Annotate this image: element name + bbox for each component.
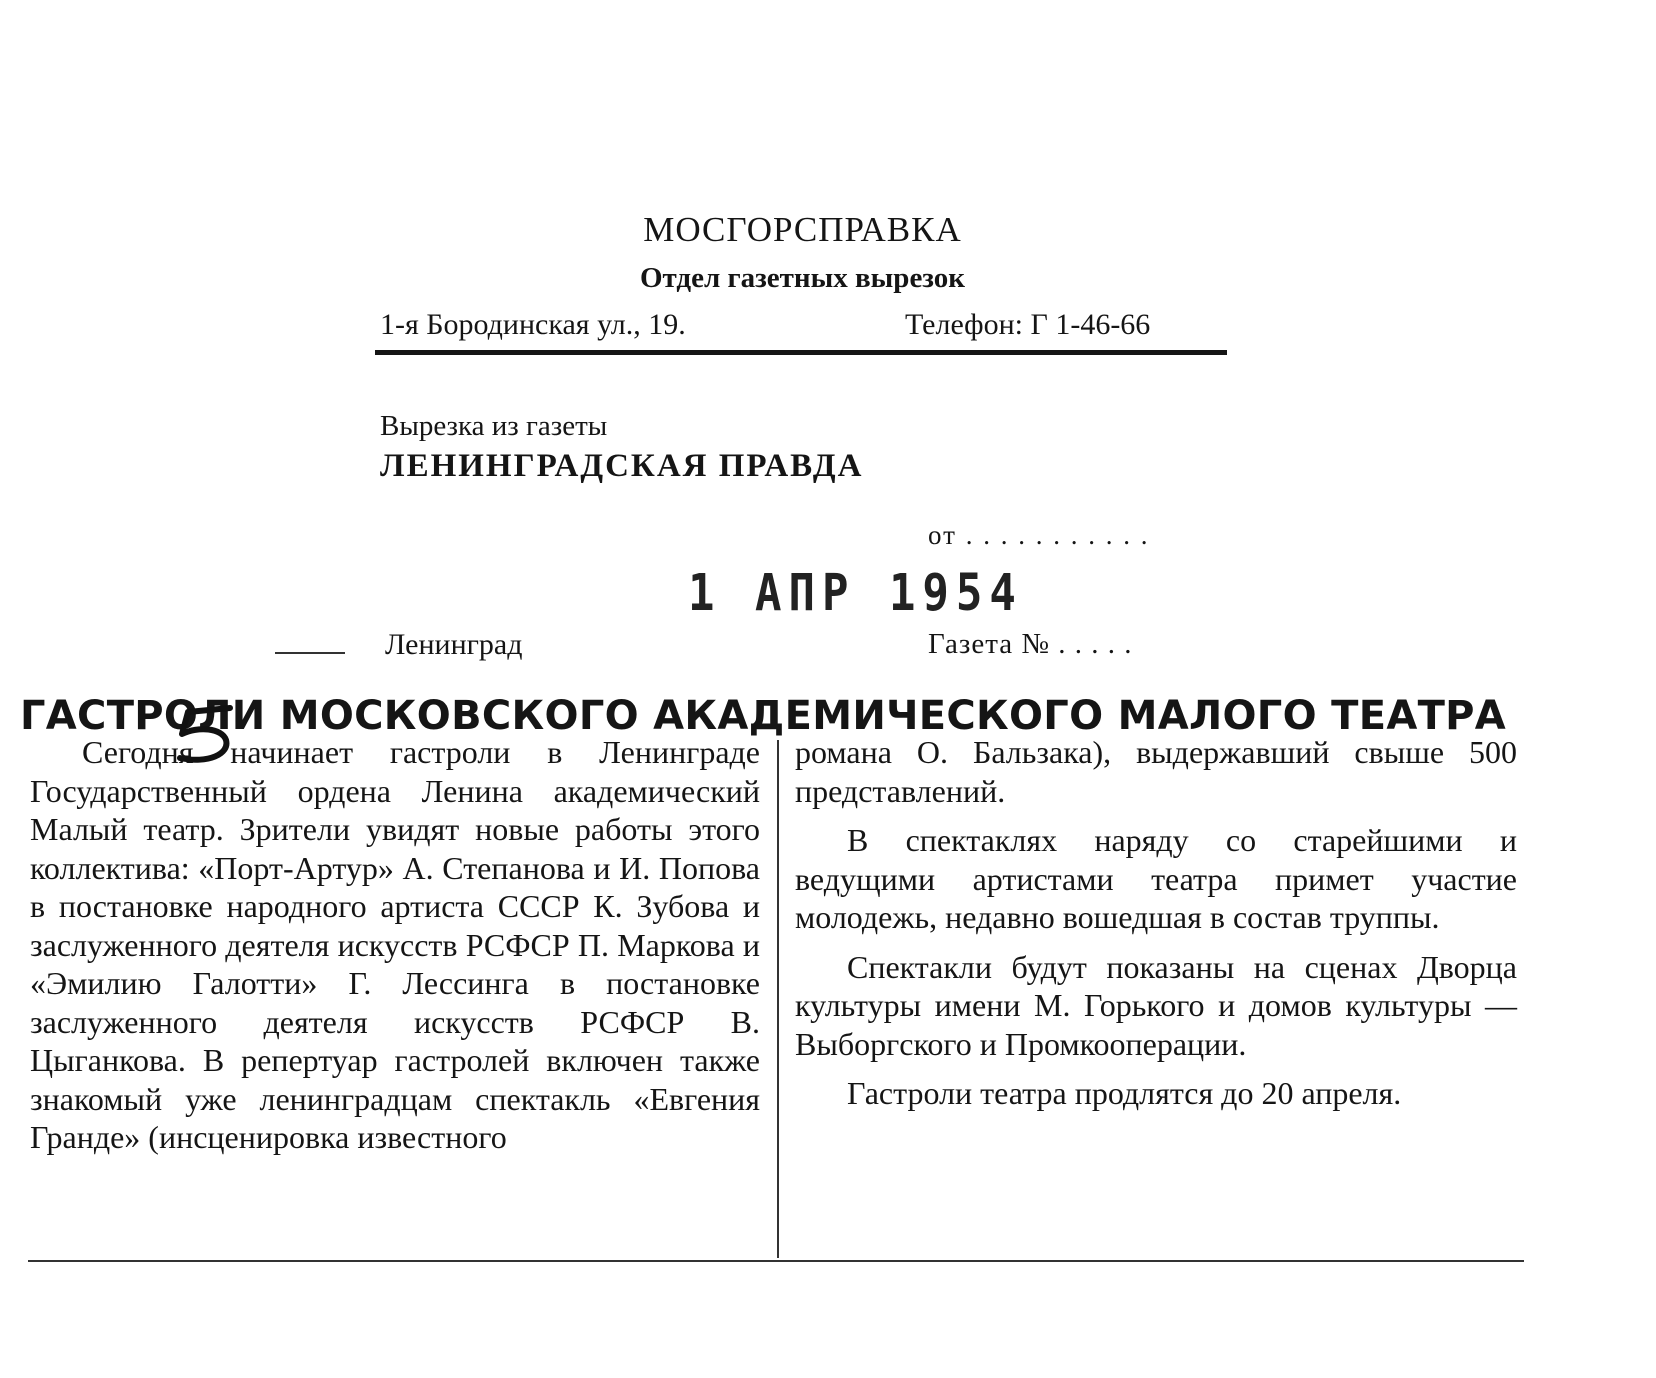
city-name: Ленинград: [385, 628, 523, 661]
newspaper-name: ЛЕНИНГРАДСКАЯ ПРАВДА: [380, 448, 864, 484]
handwritten-mark-icon: [168, 700, 248, 770]
bureau-name: МОСГОРСПРАВКА: [643, 210, 962, 249]
article-paragraph-continuation: романа О. Бальзака), выдержавший свыше 500 представлений.: [795, 734, 1517, 809]
article-right-column: [795, 733, 1517, 1124]
city-dash: [275, 652, 345, 654]
issue-field-label: Газета № . . . . .: [928, 628, 1133, 660]
article-headline: ГАСТРОЛИ МОСКОВСКОГО АКАДЕМИЧЕСКОГО МАЛОГО ТЕАТРА: [20, 693, 1507, 739]
column-divider: [777, 740, 779, 1258]
article-paragraph: Сегодня начинает гастроли в Ленинграде Государственный ордена Ленина академический Малый театр. Зрители увидят новые работы этого коллектива: «Порт-Артур» А. Степанова и И. Попова в постановке народного артиста СССР К. Зубова и заслуженного деятеля искусств РСФСР П. Маркова и «Эмилию Галотти» Г. Лессинга в постановке заслуженного деятеля искусств РСФСР В. Цыганкова. В репертуар гастролей включен также знакомый уже ленинградцам спектакль «Евгения Гранде» (инсценировка известного: [30, 734, 760, 1155]
article-left-column: [30, 733, 760, 1168]
clipping-label: Вырезка из газеты: [380, 410, 608, 442]
header-rule: [375, 350, 1227, 355]
date-stamp: 1 АПР 1954: [688, 564, 1023, 623]
date-field-label: от . . . . . . . . . . .: [928, 520, 1150, 550]
article-paragraph: В спектаклях наряду со старейшими и ведущими артистами театра примет участие молодежь, недавно вошедшая в состав труппы.: [795, 822, 1517, 935]
bureau-phone: Телефон: Г 1-46-66: [905, 308, 1151, 341]
bottom-rule: [28, 1260, 1524, 1262]
bureau-address: 1-я Бородинская ул., 19.: [380, 308, 686, 341]
article-paragraph: Спектакли будут показаны на сценах Дворца культуры имени М. Горького и домов культуры — Выборгского и Промкооперации.: [795, 948, 1517, 1062]
article-paragraph: Гастроли театра продлятся до 20 апреля.: [847, 1075, 1402, 1111]
department-name: Отдел газетных вырезок: [639, 262, 966, 294]
